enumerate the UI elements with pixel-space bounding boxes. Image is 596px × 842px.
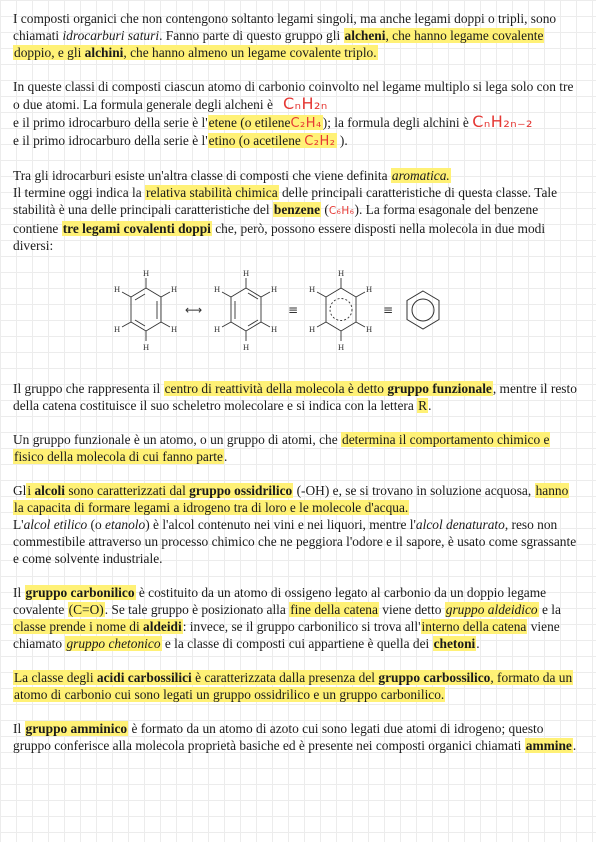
atom-label: H bbox=[366, 284, 373, 294]
term-gruppo-chetonico: gruppo chetonico bbox=[66, 636, 161, 651]
atom-label: H bbox=[214, 284, 221, 294]
highlight-double-bonds bbox=[62, 221, 212, 236]
text: e la classe di composti cui appartiene è quella dei bbox=[161, 636, 433, 651]
text: e, se si trovano in soluzione acquosa, bbox=[329, 483, 535, 498]
formula-c-o: (C=O) bbox=[68, 602, 104, 617]
term-chetoni: chetoni bbox=[433, 636, 476, 651]
text: ). bbox=[339, 133, 348, 148]
text: è costituito da un atomo di ossigeno legato al carbonio da un doppio legame covalente bbox=[13, 585, 547, 617]
text: (o bbox=[87, 517, 106, 532]
text: e il primo idrocarburo della serie è l' bbox=[13, 133, 208, 148]
document-page bbox=[13, 10, 579, 771]
atom-label: H bbox=[114, 324, 121, 334]
paragraph-alcohols bbox=[13, 482, 579, 567]
text: . Se tale gruppo è posizionato alla bbox=[104, 602, 290, 617]
benzene-ring-symbol bbox=[407, 291, 439, 329]
text: : invece, se il gruppo carbonilico si trova all' bbox=[182, 619, 421, 634]
text: etino (o acetilene bbox=[208, 133, 301, 148]
term-benzene: benzene bbox=[273, 202, 321, 217]
term-gruppo-aldeidico: gruppo aldeidico bbox=[445, 602, 538, 617]
term-gruppo-funzionale: gruppo funzionale bbox=[387, 381, 492, 396]
highlight-behaviour: determina il comportamento chimico e fisico della molecola di cui fanno parte bbox=[14, 432, 550, 464]
text: e la bbox=[538, 602, 561, 617]
text: Il bbox=[13, 585, 25, 600]
atom-label: H bbox=[338, 342, 345, 352]
atom-label: H bbox=[171, 284, 178, 294]
highlight-amino-group bbox=[25, 721, 129, 736]
kekule-structure-1 bbox=[122, 278, 170, 341]
text: I composti organici che non contengono soltanto legami singoli, ma anche legami doppi o tripli, sono chiamati bbox=[13, 11, 557, 43]
text: delle principali caratteristiche di questa classe. Tale stabilità è una delle principali caratteristiche del bbox=[13, 185, 558, 217]
handwritten-c2h2: C₂H₂ bbox=[304, 134, 336, 149]
benzene-diagram bbox=[108, 262, 468, 366]
text: Gl bbox=[13, 483, 27, 498]
atom-label: H bbox=[143, 268, 150, 278]
highlight-aldehydes bbox=[13, 619, 183, 634]
highlight-amines bbox=[525, 738, 573, 753]
paragraph-functional-group bbox=[13, 380, 579, 414]
text: centro di reattività della molecola è detto bbox=[164, 381, 388, 396]
term-three-double-bonds: tre legami covalenti doppi bbox=[62, 221, 211, 236]
text: ); la formula degli alchini è bbox=[322, 115, 469, 130]
text: , formato da un atomo di carbonio cui sono legati un gruppo ossidrilico e un gruppo carbonilico. bbox=[14, 670, 573, 702]
paragraph-functional-group-definition bbox=[13, 431, 579, 465]
term-acidi-carbossilici: acidi carbossilici bbox=[96, 670, 192, 685]
resonance-arrow: ⟷ bbox=[185, 303, 203, 317]
kekule-structure-2 bbox=[222, 278, 270, 341]
text: In queste classi di composti ciascun atomo di carbonio coinvolto nel legame multiplo si lega solo con tre o due atomi. La formula generale degli alcheni è bbox=[13, 79, 574, 112]
paragraph-general-formulas bbox=[13, 78, 579, 150]
term-alcol-denaturato: alcol denaturato bbox=[415, 517, 505, 532]
paragraph-carboxylic-acids bbox=[13, 669, 579, 703]
highlight-ethyne bbox=[208, 133, 337, 148]
highlight-ketones bbox=[433, 636, 480, 651]
handwritten-c2h4: C₂H₄ bbox=[290, 116, 322, 131]
atom-label: H bbox=[114, 284, 121, 294]
text: . bbox=[572, 738, 577, 753]
atom-label: H bbox=[271, 284, 278, 294]
text: La classe degli bbox=[14, 670, 97, 685]
highlight-chain-interior: interno della catena bbox=[421, 619, 527, 634]
paragraph-amines bbox=[13, 720, 579, 754]
term-alcol-etilico: alcol etilico bbox=[23, 517, 88, 532]
text: , che hanno legame covalente doppio, e gli bbox=[14, 28, 544, 60]
highlight-stability: relativa stabilità chimica bbox=[146, 185, 278, 200]
atom-label: H bbox=[243, 268, 250, 278]
term-gruppo-carbossilico: gruppo carbossilico bbox=[378, 670, 491, 685]
resonance-hybrid-structure bbox=[317, 278, 365, 341]
text: e il primo idrocarburo della serie è l' bbox=[13, 115, 208, 130]
text: L' bbox=[13, 517, 24, 532]
handwritten-c6h6: C₆H₆ bbox=[328, 205, 355, 217]
highlight-aromatica bbox=[391, 168, 451, 183]
term-gruppo-ossidrilico: gruppo ossidrilico bbox=[189, 483, 293, 498]
text: , che hanno almeno un legame covalente triplo. bbox=[123, 45, 377, 60]
atom-label: H bbox=[214, 324, 221, 334]
equivalence-sign: ≡ bbox=[288, 303, 299, 317]
term-aromatica: aromatica. bbox=[391, 168, 450, 183]
text: . Fanno parte di questo gruppo gli bbox=[159, 28, 344, 43]
text: viene detto bbox=[378, 602, 445, 617]
text: Un gruppo funzionale è un atomo, o un gruppo di atomi, che bbox=[13, 432, 341, 447]
text: Tra gli idrocarburi esiste un'altra classe di composti che viene definita bbox=[13, 168, 391, 183]
text: , reso non commestibile attraverso un processo chimico che ne peggiora l'odore e il sapore, è usato come sgrassante e come solvente industriale. bbox=[13, 517, 577, 566]
highlight-hydrogen-bonds: hanno la capacita di formare legami a idrogeno tra di loro e le molecole d'acqua. bbox=[14, 483, 569, 515]
text: classe prende i nome di bbox=[14, 619, 144, 634]
text: . bbox=[476, 636, 480, 651]
text: Il termine oggi indica la bbox=[13, 185, 146, 200]
atom-label: H bbox=[143, 342, 150, 352]
highlight-carboxylic-acids bbox=[13, 670, 573, 702]
highlight-ketone-group bbox=[65, 636, 161, 651]
text: . bbox=[428, 398, 432, 413]
paragraph-saturated-hydrocarbons bbox=[13, 10, 579, 61]
term-etanolo: etanolo bbox=[105, 517, 146, 532]
term-gruppo-carbonilico: gruppo carbonilico bbox=[25, 585, 135, 600]
text: che, però, possono essere disposti nella molecola in due modi diversi: bbox=[13, 221, 546, 253]
highlight-chain-end: fine della catena bbox=[290, 602, 378, 617]
highlight-aldehyde-group bbox=[445, 602, 539, 617]
text: , mentre il resto della catena costituisce il suo scheletro molecolare e si indica con la lettera bbox=[13, 381, 577, 413]
atom-label: H bbox=[309, 284, 316, 294]
text: viene chiamato bbox=[13, 619, 560, 651]
text: . bbox=[223, 449, 228, 464]
atom-label: H bbox=[243, 342, 250, 352]
text: ). La forma esagonale del benzene contiene bbox=[13, 202, 539, 236]
term-aldeidi: aldeidi bbox=[143, 619, 182, 634]
highlight-ethene bbox=[208, 115, 323, 130]
atom-label: H bbox=[366, 324, 373, 334]
text: ) è l'alcol contenuto nei vini e nei liquori, mentre l' bbox=[145, 517, 416, 532]
highlight-reactivity bbox=[164, 381, 493, 396]
text: i bbox=[27, 483, 35, 498]
handwritten-alkyne-formula: CₙH₂ₙ₋₂ bbox=[472, 112, 533, 131]
text: è formato da un atomo di azoto cui sono legati due atomi di idrogeno; questo gruppo conferisce alla molecola proprietà basiche ed è presente nei composti organici chiamati bbox=[13, 721, 544, 753]
term-alcheni: alcheni bbox=[344, 28, 386, 43]
text: sono caratterizzati dal bbox=[64, 483, 190, 498]
text: Il gruppo che rappresenta il bbox=[13, 381, 164, 396]
term-alchini: alchini bbox=[84, 45, 124, 60]
text: ( bbox=[321, 202, 329, 217]
text: etene (o etilene bbox=[208, 115, 291, 130]
text: Il bbox=[13, 721, 25, 736]
term-gruppo-amminico: gruppo amminico bbox=[25, 721, 128, 736]
atom-label: H bbox=[171, 324, 178, 334]
benzene-resonance-figure bbox=[13, 262, 579, 366]
highlight-carbonyl bbox=[25, 585, 136, 600]
paragraph-aromatic bbox=[13, 167, 579, 254]
atom-labels bbox=[114, 268, 372, 352]
handwritten-alkene-formula: CₙH₂ₙ bbox=[282, 94, 328, 113]
term-idrocarburi-saturi: idrocarburi saturi bbox=[62, 28, 160, 43]
term-alcoli: alcoli bbox=[34, 483, 65, 498]
highlight-alcohols bbox=[26, 483, 293, 498]
atom-label: H bbox=[338, 268, 345, 278]
paragraph-carbonyl bbox=[13, 584, 579, 652]
text: (-OH) bbox=[293, 483, 330, 498]
atom-label: H bbox=[309, 324, 316, 334]
text: è caratterizzata dalla presenza del bbox=[191, 670, 379, 685]
term-r: R bbox=[418, 398, 428, 413]
highlight-benzene bbox=[273, 202, 321, 217]
atom-label: H bbox=[271, 324, 278, 334]
equivalence-sign: ≡ bbox=[383, 303, 394, 317]
term-ammine: ammine bbox=[525, 738, 572, 753]
